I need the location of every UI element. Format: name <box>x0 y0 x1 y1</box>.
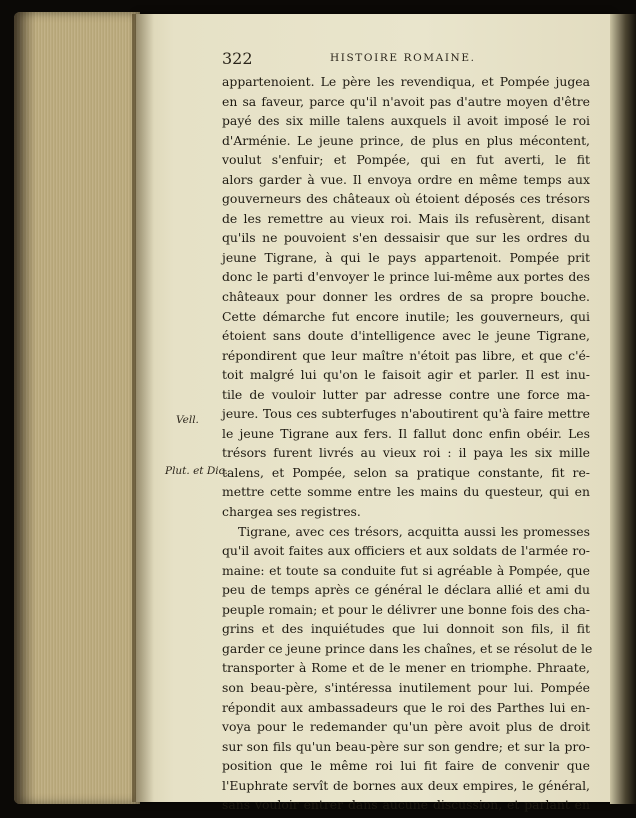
text-line: grins et des inquiétudes que lui donnoit son fils, il fit <box>222 621 590 637</box>
text-line: peu de temps après ce général le déclara allié et ami du <box>222 582 590 598</box>
text-line: chargea ses registres. <box>222 504 361 520</box>
text-line: appartenoient. Le père les revendiqua, et Pompée jugea <box>222 74 590 89</box>
text-line: maine: et toute sa conduite fut si agréable à Pompée, que <box>222 562 590 578</box>
text-line: sur son fils qu'un beau-père sur son gendre; et sur la pro- <box>222 738 590 754</box>
text-line: position que le même roi lui fit faire de convenir que <box>222 758 590 774</box>
text-line: de les remettre au vieux roi. Mais ils refusèrent, disant <box>222 210 590 226</box>
text-line: toit malgré lui qu'on le faisoit agir et parler. Il est inu- <box>222 367 590 383</box>
text-line: tile de vouloir lutter par adresse contre une force ma- <box>222 386 590 402</box>
text-line: qu'ils ne pouvoient s'en dessaisir que sur les ordres du <box>222 230 590 246</box>
page-number: 322 <box>222 49 253 68</box>
text-line: Cette démarche fut encore inutile; les gouverneurs, qui <box>222 308 590 324</box>
text-line: payé des six mille talens auxquels il avoit imposé le roi <box>222 113 590 129</box>
text-line: voya pour le redemander qu'un père avoit plus de droit <box>222 719 590 735</box>
right-page-edge <box>610 14 636 804</box>
text-line: sans vouloir entrer dans aucune discussion, et parlant en <box>222 797 590 813</box>
text-line: répondirent que leur maître n'étoit pas libre, et que c'é- <box>222 347 590 363</box>
text-line: alors garder à vue. Il envoya ordre en même temps aux <box>222 171 590 187</box>
text-line: garder ce jeune prince dans les chaînes, et se résolut de le <box>222 640 593 656</box>
text-line: voulut s'enfuir; et Pompée, qui en fut averti, le fit <box>222 152 590 168</box>
running-title: HISTOIRE ROMAINE. <box>330 52 476 64</box>
text-line: gouverneurs des châteaux où étoient déposés ces trésors <box>222 191 590 207</box>
text-line: répondit aux ambassadeurs que le roi des Parthes lui en- <box>222 699 590 715</box>
text-line: son beau-père, s'intéressa inutilement pour lui. Pompée <box>222 679 590 695</box>
text-line: mettre cette somme entre les mains du questeur, qui en <box>222 484 590 500</box>
text-line: trésors furent livrés au vieux roi : il paya les six mille <box>222 445 590 461</box>
text-line: l'Euphrate servît de bornes aux deux empires, le général, <box>222 777 590 793</box>
text-line-paragraph-start: Tigrane, avec ces trésors, acquitta aussi les promesses <box>238 523 590 539</box>
text-line: châteaux pour donner les ordres de sa propre bouche. <box>222 289 590 305</box>
text-line: le jeune Tigrane aux fers. Il fallut donc enfin obéir. Les <box>222 425 590 441</box>
text-line: talens, et Pompée, selon sa pratique constante, fit re- <box>222 464 590 480</box>
text-line: étoient sans doute d'intelligence avec le jeune Tigrane, <box>222 328 590 344</box>
text-line: jeune Tigrane, à qui le pays appartenoit. Pompée prit <box>222 249 590 265</box>
body-text <box>222 72 593 815</box>
margin-note-vell: Vell. <box>176 414 199 426</box>
page-header <box>222 49 584 71</box>
text-line: d'Arménie. Le jeune prince, de plus en plus mécontent, <box>222 132 590 148</box>
text-line: donc le parti d'envoyer le prince lui-même aux portes des <box>222 269 590 285</box>
margin-note-plut-et-dic: Plut. et Dic. <box>165 465 228 477</box>
gutter-shadow <box>132 14 154 802</box>
text-line: transporter à Rome et de le mener en triomphe. Phraate, <box>222 660 590 676</box>
text-line: qu'il avoit faites aux officiers et aux soldats de l'armée ro- <box>222 543 590 559</box>
text-line: peuple romain; et pour le délivrer une bonne fois des cha- <box>222 601 590 617</box>
book-page-edges <box>14 12 140 804</box>
text-line: en sa faveur, parce qu'il n'avoit pas d'autre moyen d'être <box>222 93 590 109</box>
text-line: jeure. Tous ces subterfuges n'aboutirent qu'à faire mettre <box>222 406 590 422</box>
